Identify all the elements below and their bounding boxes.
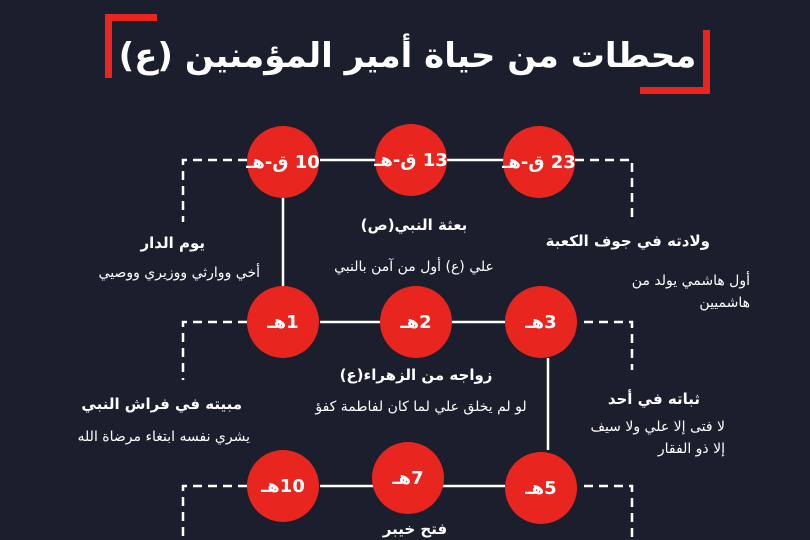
timeline-node-2ah: 2هـ: [380, 286, 452, 358]
dashed-branch-1: [575, 160, 632, 222]
page-title: محطات من حياة أمير المؤمنين (ع): [118, 36, 697, 76]
dashed-branch-5: [183, 486, 247, 540]
timeline-node-5ah: 5هـ: [505, 452, 577, 524]
event-title-night-migration: مبيته في فراش النبي: [81, 395, 242, 413]
event-title-day-of-house: يوم الدار: [140, 234, 205, 252]
event-title-prophethood: بعثة النبي(ص): [360, 216, 468, 234]
timeline-node-7ah: 7هـ: [372, 442, 444, 514]
timeline-node-13bh: 13 ق-هـ: [375, 124, 447, 196]
event-desc-uhud: لا فتى إلا علي ولا سيف إلا ذو الفقار: [590, 419, 725, 457]
timeline-node-1ah: 1هـ: [247, 286, 319, 358]
event-desc-marriage: لو لم يخلق علي لما كان لفاطمة كفؤ: [315, 399, 527, 415]
timeline-node-10ah: 10هـ: [247, 450, 319, 522]
timeline-node-23bh: 23 ق-هـ: [503, 126, 575, 198]
timeline-node-10bh: 10 ق-هـ: [247, 126, 319, 198]
event-desc-prophethood: علي (ع) أول من آمن بالنبي: [334, 259, 494, 275]
event-title-birth: ولادته في جوف الكعبة: [545, 232, 710, 250]
event-desc-day-of-house: أخي ووارثي ووزيري ووصيي: [98, 265, 260, 281]
dashed-branch-2: [183, 160, 247, 222]
dashed-branch-3: [584, 322, 632, 370]
event-title-khaybar: فتح خيبر: [382, 520, 448, 538]
event-desc-night-migration: يشري نفسه ابتغاء مرضاة الله: [77, 429, 250, 445]
event-title-marriage: زواجه من الزهراء(ع): [339, 366, 493, 384]
dashed-branch-4: [183, 322, 247, 380]
timeline-node-3ah: 3هـ: [505, 286, 577, 358]
event-desc-birth: أول هاشمي يولد من هاشميين: [631, 273, 750, 311]
event-title-uhud: ثباته في أحد: [607, 390, 700, 408]
dashed-branch-6: [584, 486, 632, 540]
